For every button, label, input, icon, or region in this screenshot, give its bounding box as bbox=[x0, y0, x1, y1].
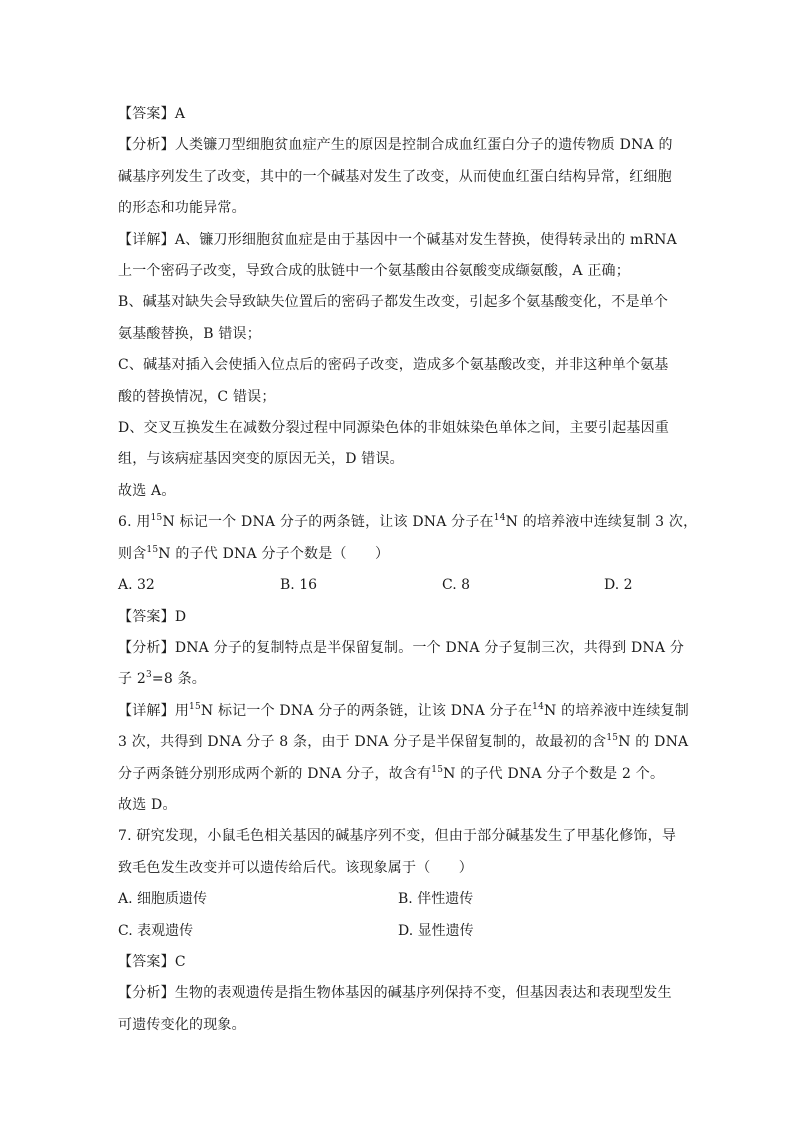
analysis-text: DNA 分子的复制特点是半保留复制。一个 DNA 分子复制三次，共得到 DNA 分 bbox=[174, 639, 685, 656]
answer-value: D bbox=[174, 608, 187, 625]
answer-tag: 【答案】 bbox=[118, 953, 175, 970]
question-7-options-row2 bbox=[118, 916, 678, 947]
question-6-stem bbox=[118, 507, 698, 538]
option-c: C. 8 bbox=[442, 577, 471, 594]
detail-text: N 的 DNA bbox=[618, 734, 689, 751]
conclusion: 故选 D。 bbox=[118, 796, 177, 813]
detail-text: 酸的替换情况，C 错误； bbox=[118, 388, 276, 405]
stem-text: 则含 bbox=[118, 545, 147, 562]
analysis-tag: 【分析】 bbox=[118, 137, 175, 154]
detail-text bbox=[118, 727, 689, 758]
analysis-tag: 【分析】 bbox=[118, 985, 175, 1002]
stem-text: N 的培养液中连续复制 3 次， bbox=[505, 514, 698, 531]
stem-text: 研究发现，小鼠毛色相关基因的碱基序列不变，但由于部分碱基发生了甲基化修饰，导 bbox=[136, 828, 677, 845]
analysis-text: =8 条。 bbox=[151, 671, 206, 688]
analysis-text: 人类镰刀型细胞贫血症产生的原因是控制合成血红蛋白分子的遗传物质 DNA 的 bbox=[174, 137, 673, 154]
detail-line bbox=[118, 696, 689, 727]
option-a: A. 32 bbox=[118, 577, 155, 594]
detail-tag: 【详解】 bbox=[118, 231, 175, 248]
isotope-superscript: 15 bbox=[606, 733, 619, 744]
question-7-stem-cont: 致毛色发生改变并可以遗传给后代。该现象属于（ ） bbox=[118, 859, 473, 876]
isotope-superscript: 14 bbox=[493, 513, 506, 524]
analysis-tag: 【分析】 bbox=[118, 639, 175, 656]
analysis-text: 碱基序列发生了改变，其中的一个碱基对发生了改变，从而使血红蛋白结构异常，红细胞 bbox=[118, 168, 672, 185]
detail-text: N 的子代 DNA 分子个数是 2 个。 bbox=[443, 765, 665, 782]
detail-text bbox=[118, 759, 678, 790]
detail-text: 组，与该病症基因突变的原因无关，D 错误。 bbox=[118, 451, 404, 468]
detail-text: A、镰刀形细胞贫血症是由于基因中一个碱基对发生替换，使得转录出的 mRNA bbox=[174, 231, 677, 248]
option-d: D. 显性遗传 bbox=[398, 922, 474, 939]
answer-tag: 【答案】 bbox=[118, 106, 175, 122]
analysis-text: 生物的表观遗传是指生物体基因的碱基序列保持不变，但基因表达和表现型发生 bbox=[174, 985, 672, 1002]
analysis-text bbox=[118, 664, 678, 695]
isotope-superscript: 14 bbox=[532, 701, 545, 712]
analysis-text: 可遗传变化的现象。 bbox=[118, 1016, 246, 1033]
option-b: B. 伴性遗传 bbox=[398, 891, 474, 908]
detail-text: 3 次，共得到 DNA 分子 8 条，由于 DNA 分子是半保留复制的，故最初的含 bbox=[118, 734, 607, 751]
question-number: 7. bbox=[118, 828, 132, 845]
option-d: D. 2 bbox=[604, 577, 633, 594]
analysis-line bbox=[118, 633, 685, 664]
detail-text: N 的培养液中连续复制 bbox=[544, 702, 689, 719]
answer-tag: 【答案】 bbox=[118, 608, 175, 625]
isotope-superscript: 15 bbox=[431, 764, 444, 775]
question-7-options-row1 bbox=[118, 884, 678, 915]
detail-text: D、交叉互换发生在减数分裂过程中同源染色体的非姐妹染色单体之间，主要引起基因重 bbox=[118, 420, 670, 437]
stem-text: N 的子代 DNA 分子个数是（ ） bbox=[158, 545, 390, 562]
analysis-line bbox=[118, 130, 678, 161]
exponent: 3 bbox=[145, 670, 152, 681]
analysis-text: 子 2 bbox=[118, 671, 146, 688]
option-c: C. 表观遗传 bbox=[118, 922, 194, 939]
document-page bbox=[118, 99, 698, 1041]
detail-text: N 标记一个 DNA 分子的两条链，让该 DNA 分子在 bbox=[200, 702, 533, 719]
detail-text: B、碱基对缺失会导致缺失位置后的密码子都发生改变，引起多个氨基酸变化，不是单个 bbox=[118, 294, 669, 311]
detail-text: C、碱基对插入会使插入位点后的密码子改变，造成多个氨基酸改变，并非这种单个氨基 bbox=[118, 357, 669, 374]
option-a: A. 细胞质遗传 bbox=[118, 891, 208, 908]
detail-text: 分子两条链分别形成两个新的 DNA 分子，故含有 bbox=[118, 765, 432, 782]
stem-text: N 标记一个 DNA 分子的两条链，让该 DNA 分子在 bbox=[162, 514, 494, 531]
stem-text: 用 bbox=[136, 514, 151, 531]
analysis-line bbox=[118, 978, 678, 1009]
question-7-stem bbox=[118, 821, 678, 852]
analysis-text: 的形态和功能异常。 bbox=[118, 200, 246, 217]
answer-line bbox=[118, 947, 678, 978]
detail-text: 上一个密码子改变，导致合成的肽链中一个氨基酸由谷氨酸变成缬氨酸，A 正确； bbox=[118, 263, 630, 280]
isotope-superscript: 15 bbox=[189, 701, 201, 712]
question-6-stem-cont bbox=[118, 539, 678, 570]
question-6-options bbox=[118, 570, 678, 601]
conclusion: 故选 A。 bbox=[118, 482, 176, 499]
question-number: 6. bbox=[118, 514, 132, 531]
answer-line bbox=[118, 602, 678, 633]
answer-line bbox=[118, 99, 678, 130]
detail-text: 氨基酸替换，B 错误； bbox=[118, 325, 261, 342]
option-b: B. 16 bbox=[280, 577, 318, 594]
isotope-superscript: 15 bbox=[146, 544, 159, 555]
detail-tag: 【详解】 bbox=[118, 702, 175, 719]
answer-value: C bbox=[174, 953, 186, 970]
detail-line bbox=[118, 225, 678, 256]
detail-text: 用 bbox=[174, 702, 190, 719]
answer-value: A bbox=[174, 106, 186, 122]
isotope-superscript: 15 bbox=[150, 513, 163, 524]
